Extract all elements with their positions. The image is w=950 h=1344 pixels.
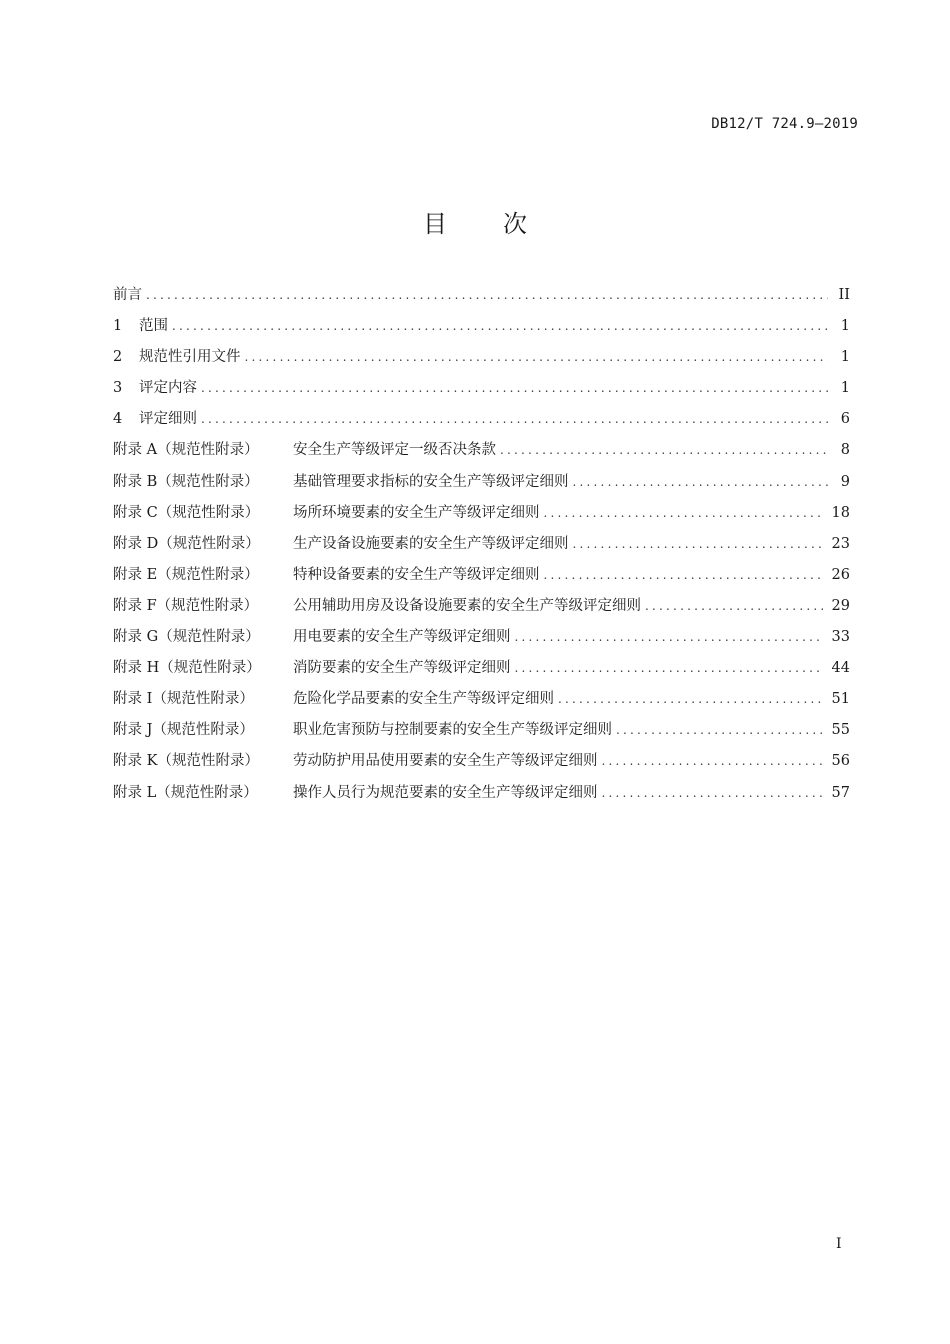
page-number: I	[836, 1236, 842, 1252]
toc-entry-1[interactable]	[113, 314, 850, 345]
toc-title-char-2: 次	[503, 210, 527, 238]
toc-entry-prefix: 附录 D（规范性附录）	[113, 535, 260, 552]
toc-entry-title: 评定细则	[139, 411, 197, 428]
toc-leader-dots	[616, 723, 824, 737]
toc-entry-number: 1	[113, 318, 123, 335]
toc-entry-prefix: 附录 H（规范性附录）	[113, 660, 261, 677]
toc-entry-appendix-j[interactable]	[113, 718, 850, 749]
toc-leader-dots	[245, 350, 829, 364]
toc-entry-2[interactable]	[113, 345, 850, 376]
toc-entry-page: 57	[831, 784, 850, 801]
toc-entry-title: 规范性引用文件	[139, 349, 241, 366]
toc-entry-prefix: 附录 A（规范性附录）	[113, 442, 259, 459]
toc-entry-prefix: 附录 C（规范性附录）	[113, 504, 260, 521]
toc-entry-prefix: 附录 K（规范性附录）	[113, 753, 259, 770]
toc-entry-appendix-a[interactable]	[113, 438, 850, 469]
toc-entry-page: 6	[840, 411, 850, 428]
toc-leader-dots	[515, 661, 824, 675]
toc-entry-title: 用电要素的安全生产等级评定细则	[293, 629, 511, 646]
toc-entry-title: 生产设备设施要素的安全生产等级评定细则	[293, 535, 569, 552]
toc-entry-page: 8	[840, 442, 850, 459]
toc-leader-dots	[500, 443, 828, 457]
toc-leader-dots	[573, 475, 829, 489]
toc-entry-page: 9	[840, 473, 850, 490]
toc-entry-page: 23	[831, 535, 850, 552]
toc-entry-appendix-k[interactable]	[113, 749, 850, 780]
toc-entry-appendix-d[interactable]	[113, 532, 850, 563]
standard-code: DB12/T 724.9—2019	[711, 116, 858, 132]
toc-entry-page: 1	[840, 380, 850, 397]
toc-leader-dots	[573, 537, 824, 551]
toc-entry-title: 特种设备要素的安全生产等级评定细则	[293, 566, 540, 583]
toc-entry-appendix-l[interactable]	[113, 781, 850, 812]
toc-entry-number: 4	[113, 411, 123, 428]
toc-entry-prefix: 附录 B（规范性附录）	[113, 473, 259, 490]
toc-entry-page: II	[838, 287, 850, 303]
toc-entry-title: 范围	[139, 318, 168, 335]
toc-entry-number: 2	[113, 349, 123, 366]
toc-entry-title: 场所环境要素的安全生产等级评定细则	[293, 504, 540, 521]
toc-entry-page: 1	[840, 349, 850, 366]
toc-entry-title: 消防要素的安全生产等级评定细则	[293, 660, 511, 677]
toc-entry-page: 1	[840, 318, 850, 335]
toc-entry-title: 危险化学品要素的安全生产等级评定细则	[293, 691, 554, 708]
toc-title-char-1: 目	[423, 210, 447, 238]
toc-entry-prefix: 附录 G（规范性附录）	[113, 629, 260, 646]
toc-leader-dots	[515, 630, 824, 644]
toc-entry-appendix-g[interactable]	[113, 625, 850, 656]
toc-entry-page: 44	[831, 660, 850, 677]
toc-entry-title: 评定内容	[139, 380, 197, 397]
toc-entry-3[interactable]	[113, 376, 850, 407]
toc-leader-dots	[201, 381, 828, 395]
toc-title	[0, 204, 950, 239]
toc-entry-title: 职业危害预防与控制要素的安全生产等级评定细则	[293, 722, 612, 739]
toc-entry-foreword[interactable]	[113, 283, 850, 314]
toc-entry-prefix: 附录 F（规范性附录）	[113, 597, 259, 614]
toc-entry-prefix: 附录 L（规范性附录）	[113, 784, 258, 801]
toc-entry-appendix-e[interactable]	[113, 563, 850, 594]
toc-entry-appendix-i[interactable]	[113, 687, 850, 718]
toc-leader-dots	[645, 599, 824, 613]
toc-entry-prefix: 附录 J（规范性附录）	[113, 722, 254, 739]
toc-entry-appendix-f[interactable]	[113, 594, 850, 625]
toc-entry-page: 51	[831, 691, 850, 708]
toc-leader-dots	[201, 412, 828, 426]
toc-leader-dots	[602, 786, 824, 800]
toc-entry-title: 劳动防护用品使用要素的安全生产等级评定细则	[293, 753, 598, 770]
toc-entry-appendix-h[interactable]	[113, 656, 850, 687]
toc-entry-title: 基础管理要求指标的安全生产等级评定细则	[293, 473, 569, 490]
toc-entry-4[interactable]	[113, 407, 850, 438]
toc-entry-appendix-b[interactable]	[113, 470, 850, 501]
toc-leader-dots	[544, 568, 824, 582]
toc-entry-title: 公用辅助用房及设备设施要素的安全生产等级评定细则	[293, 597, 641, 614]
toc-leader-dots	[602, 754, 824, 768]
toc-leader-dots	[172, 319, 828, 333]
table-of-contents	[113, 283, 850, 812]
toc-leader-dots	[146, 288, 828, 302]
toc-entry-page: 33	[831, 629, 850, 646]
toc-leader-dots	[558, 692, 824, 706]
toc-entry-number: 3	[113, 380, 123, 397]
toc-entry-appendix-c[interactable]	[113, 501, 850, 532]
toc-entry-title: 前言	[113, 287, 142, 303]
toc-entry-prefix: 附录 I（规范性附录）	[113, 691, 254, 708]
toc-entry-page: 18	[831, 504, 850, 521]
toc-leader-dots	[544, 506, 824, 520]
toc-entry-page: 26	[831, 566, 850, 583]
toc-entry-title: 操作人员行为规范要素的安全生产等级评定细则	[293, 784, 598, 801]
toc-entry-title: 安全生产等级评定一级否决条款	[293, 442, 496, 459]
toc-entry-page: 29	[831, 597, 850, 614]
toc-entry-page: 55	[831, 722, 850, 739]
toc-entry-prefix: 附录 E（规范性附录）	[113, 566, 259, 583]
toc-entry-page: 56	[831, 753, 850, 770]
